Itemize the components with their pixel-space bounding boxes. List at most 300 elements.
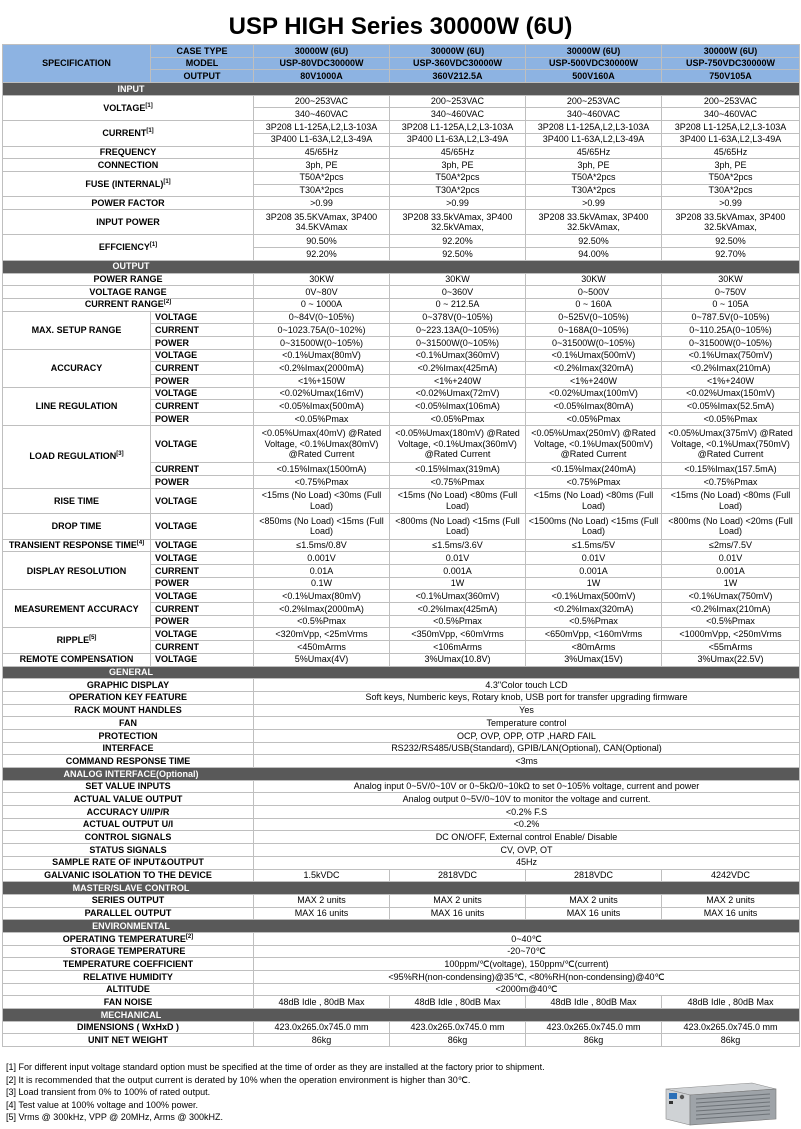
spec-value: 0.001A <box>662 565 800 578</box>
spec-value: 0~31500W(0~105%) <box>662 336 800 349</box>
spec-value: <15ms (No Load) <80ms (Full Load) <box>662 488 800 514</box>
spec-row <box>3 945 800 958</box>
section-row <box>3 83 800 96</box>
spec-value: 92.20% <box>254 248 390 261</box>
spec-value: 0~110.25A(0~105%) <box>662 324 800 337</box>
spec-value: 0~40℃ <box>254 932 800 945</box>
spec-value: <0.02%Umax(72mV) <box>390 387 526 400</box>
spec-label: FAN NOISE <box>3 996 254 1009</box>
spec-value: <0.05%Imax(52.5mA) <box>662 400 800 413</box>
spec-value: 3P400 L1-63A,L2,L3-49A <box>390 133 526 146</box>
spec-value: 0~168A(0~105%) <box>526 324 662 337</box>
spec-row <box>3 755 800 768</box>
footnote: [4] Test value at 100% voltage and 100% power. <box>6 1099 198 1110</box>
spec-value: >0.99 <box>390 197 526 210</box>
spec-value: <106mArms <box>390 641 526 654</box>
spec-row <box>3 273 800 286</box>
spec-label: INTERFACE <box>3 742 254 755</box>
spec-sublabel: VOLTAGE <box>151 349 254 362</box>
spec-row <box>3 932 800 945</box>
spec-label: RACK MOUNT HANDLES <box>3 704 254 717</box>
spec-value: 3ph, PE <box>662 159 800 172</box>
spec-value: <0.15%Imax(319mA) <box>390 463 526 476</box>
spec-sublabel: CURRENT <box>151 400 254 413</box>
header-cell: USP-80VDC30000W <box>254 57 390 70</box>
section-row <box>3 260 800 273</box>
spec-value: >0.99 <box>662 197 800 210</box>
section-title <box>3 1009 800 1022</box>
spec-label: LINE REGULATION <box>3 387 151 425</box>
spec-row <box>3 539 800 552</box>
spec-row <box>3 514 800 540</box>
spec-value: <0.2%Imax(425mA) <box>390 603 526 616</box>
spec-label: MAX. SETUP RANGE <box>3 311 151 349</box>
spec-row <box>3 286 800 299</box>
spec-row <box>3 806 800 819</box>
spec-value: 0~500V <box>526 286 662 299</box>
spec-value: 3%Umax(22.5V) <box>662 653 800 666</box>
spec-value: 0~31500W(0~105%) <box>526 336 662 349</box>
spec-value: <0.05%Pmax <box>390 413 526 426</box>
footnotes <box>6 1061 545 1124</box>
spec-value: 0 ~ 212.5A <box>390 298 526 311</box>
spec-value: T30A*2pcs <box>254 184 390 197</box>
spec-value: 423.0x265.0x745.0 mm <box>526 1021 662 1034</box>
spec-row <box>3 679 800 692</box>
section-title <box>3 882 800 895</box>
spec-value: <0.05%Umax(250mV) @Rated Voltage, <0.1%Umax(500mV) @Rated Current <box>526 425 662 463</box>
spec-sublabel: CURRENT <box>151 362 254 375</box>
spec-value: <0.05%Imax(80mA) <box>526 400 662 413</box>
spec-value: DC ON/OFF, External control Enable/ Disable <box>254 831 800 844</box>
footnote-marker: [1] <box>163 178 171 185</box>
spec-label: GRAPHIC DISPLAY <box>3 679 254 692</box>
footnote: [1] For different input voltage standard option must be specified at the time of order as they are installed at the factory prior to shipment. <box>6 1062 545 1072</box>
spec-value: <55mArms <box>662 641 800 654</box>
spec-value: <0.75%Pmax <box>526 475 662 488</box>
spec-label: VOLTAGE RANGE <box>3 286 254 299</box>
spec-label: STORAGE TEMPERATURE <box>3 945 254 958</box>
header-row <box>3 45 800 58</box>
spec-row <box>3 907 800 920</box>
spec-sublabel: CURRENT <box>151 603 254 616</box>
header-row-label: MODEL <box>151 57 254 70</box>
header-cell: USP-360VDC30000W <box>390 57 526 70</box>
spec-value: 0.001A <box>526 565 662 578</box>
spec-value: <0.5%Pmax <box>390 615 526 628</box>
spec-value: <0.1%Umax(360mV) <box>390 590 526 603</box>
spec-row <box>3 1034 800 1047</box>
spec-label: FAN <box>3 717 254 730</box>
spec-value: 0~223.13A(0~105%) <box>390 324 526 337</box>
spec-label: CONNECTION <box>3 159 254 172</box>
spec-value: 90.50% <box>254 235 390 248</box>
spec-value: 1W <box>526 577 662 590</box>
spec-value: <0.02%Umax(100mV) <box>526 387 662 400</box>
spec-value: 92.70% <box>662 248 800 261</box>
spec-value: 0~360V <box>390 286 526 299</box>
spec-value: <0.05%Pmax <box>662 413 800 426</box>
spec-value: 30KW <box>526 273 662 286</box>
section-row <box>3 882 800 895</box>
spec-value: 3%Umax(15V) <box>526 653 662 666</box>
spec-value: <80mArms <box>526 641 662 654</box>
spec-value: 30KW <box>254 273 390 286</box>
spec-row <box>3 488 800 514</box>
spec-value: 1W <box>390 577 526 590</box>
spec-sublabel: VOLTAGE <box>151 425 254 463</box>
spec-row <box>3 1021 800 1034</box>
spec-value: <320mVpp, <25mVrms <box>254 628 390 641</box>
spec-value: MAX 16 units <box>662 907 800 920</box>
spec-label: COMMAND RESPONSE TIME <box>3 755 254 768</box>
spec-label: TEMPERATURE COEFFICIENT <box>3 958 254 971</box>
spec-value: <0.2% <box>254 818 800 831</box>
spec-value: >0.99 <box>526 197 662 210</box>
spec-row <box>3 983 800 996</box>
spec-label: EFFCIENCY[1] <box>3 235 254 260</box>
spec-sublabel: POWER <box>151 475 254 488</box>
spec-value: 92.50% <box>390 248 526 261</box>
spec-label: ACCURACY U/I/P/R <box>3 806 254 819</box>
footnote-marker: [5] <box>89 635 97 642</box>
spec-value: 0~787.5V(0~105%) <box>662 311 800 324</box>
spec-sublabel: VOLTAGE <box>151 514 254 540</box>
spec-value: MAX 2 units <box>390 894 526 907</box>
spec-value: 200~253VAC <box>254 95 390 108</box>
spec-label: MEASUREMENT ACCURACY <box>3 590 151 628</box>
spec-value: <0.2%Imax(320mA) <box>526 362 662 375</box>
spec-value: <800ms (No Load) <15ms (Full Load) <box>390 514 526 540</box>
spec-value: 1W <box>662 577 800 590</box>
spec-value: 200~253VAC <box>662 95 800 108</box>
spec-value: <850ms (No Load) <15ms (Full Load) <box>254 514 390 540</box>
spec-value: 48dB Idle , 80dB Max <box>526 996 662 1009</box>
header-cell: USP-500VDC30000W <box>526 57 662 70</box>
spec-value: 3ph, PE <box>526 159 662 172</box>
spec-row <box>3 869 800 882</box>
spec-row <box>3 653 800 666</box>
spec-label: DIMENSIONS ( WxHxD ) <box>3 1021 254 1034</box>
spec-value: <1%+240W <box>662 375 800 388</box>
spec-value: 340~460VAC <box>662 108 800 121</box>
spec-row <box>3 894 800 907</box>
spec-sublabel: CURRENT <box>151 565 254 578</box>
spec-row <box>3 349 800 362</box>
spec-row <box>3 818 800 831</box>
spec-value: 100ppm/℃(voltage), 150ppm/℃(current) <box>254 958 800 971</box>
spec-sublabel: VOLTAGE <box>151 311 254 324</box>
spec-sublabel: POWER <box>151 615 254 628</box>
spec-label: TRANSIENT RESPONSE TIME[4] <box>3 539 151 552</box>
spec-value: Yes <box>254 704 800 717</box>
spec-value: 92.20% <box>390 235 526 248</box>
spec-value: >0.99 <box>254 197 390 210</box>
spec-value: <0.2%Imax(320mA) <box>526 603 662 616</box>
spec-value: <0.05%Pmax <box>254 413 390 426</box>
spec-value: MAX 2 units <box>254 894 390 907</box>
spec-value: T30A*2pcs <box>662 184 800 197</box>
spec-value: <0.05%Imax(500mA) <box>254 400 390 413</box>
spec-row <box>3 856 800 869</box>
spec-value: 0.1W <box>254 577 390 590</box>
spec-value: 3P400 L1-63A,L2,L3-49A <box>254 133 390 146</box>
spec-value: <0.2%Imax(210mA) <box>662 603 800 616</box>
spec-value: 340~460VAC <box>526 108 662 121</box>
spec-value: 0.01A <box>254 565 390 578</box>
spec-value: 94.00% <box>526 248 662 261</box>
spec-value: 3P208 L1-125A,L2,L3-103A <box>390 121 526 134</box>
spec-row <box>3 691 800 704</box>
spec-label: SET VALUE INPUTS <box>3 780 254 793</box>
header-cell: 500V160A <box>526 70 662 83</box>
spec-value: <0.15%Imax(1500mA) <box>254 463 390 476</box>
spec-label: POWER RANGE <box>3 273 254 286</box>
spec-value: <0.1%Umax(750mV) <box>662 349 800 362</box>
spec-sublabel: VOLTAGE <box>151 653 254 666</box>
spec-value: ≤1.5ms/0.8V <box>254 539 390 552</box>
spec-value: <0.05%Umax(40mV) @Rated Voltage, <0.1%Umax(80mV) @Rated Current <box>254 425 390 463</box>
spec-value: 3P208 33.5kVAmax, 3P400 32.5kVAmax, <box>390 209 526 235</box>
spec-value: 30KW <box>390 273 526 286</box>
spec-value: <1000mVpp, <250mVrms <box>662 628 800 641</box>
spec-value: <1500ms (No Load) <15ms (Full Load) <box>526 514 662 540</box>
spec-row <box>3 171 800 184</box>
spec-value: -20~70℃ <box>254 945 800 958</box>
spec-value: MAX 16 units <box>390 907 526 920</box>
spec-label: DISPLAY RESOLUTION <box>3 552 151 590</box>
spec-row <box>3 387 800 400</box>
spec-value: Temperature control <box>254 717 800 730</box>
spec-value: 3P400 L1-63A,L2,L3-49A <box>662 133 800 146</box>
spec-sublabel: VOLTAGE <box>151 628 254 641</box>
power-supply-image <box>660 1075 780 1127</box>
spec-value: <0.5%Pmax <box>254 615 390 628</box>
spec-value: 0~750V <box>662 286 800 299</box>
spec-value: <0.1%Umax(80mV) <box>254 590 390 603</box>
spec-value: <650mVpp, <160mVrms <box>526 628 662 641</box>
spec-value: 92.50% <box>662 235 800 248</box>
spec-value: T30A*2pcs <box>526 184 662 197</box>
spec-value: 0V~80V <box>254 286 390 299</box>
spec-sublabel: POWER <box>151 413 254 426</box>
spec-value: 86kg <box>254 1034 390 1047</box>
spec-label: FREQUENCY <box>3 146 254 159</box>
spec-value: 0~525V(0~105%) <box>526 311 662 324</box>
spec-value: 3P208 L1-125A,L2,L3-103A <box>662 121 800 134</box>
section-title-text: ENVIRONMENTAL <box>92 920 170 931</box>
header-row-label: OUTPUT <box>151 70 254 83</box>
spec-label: OPERATING TEMPERATURE[2] <box>3 932 254 945</box>
spec-value: 3P208 33.5kVAmax, 3P400 32.5kVAmax, <box>526 209 662 235</box>
spec-value: 3P208 L1-125A,L2,L3-103A <box>254 121 390 134</box>
section-row <box>3 666 800 679</box>
spec-label: OPERATION KEY FEATURE <box>3 691 254 704</box>
spec-label: CURRENT[1] <box>3 121 254 146</box>
spec-value: ≤1.5ms/5V <box>526 539 662 552</box>
spec-sublabel: POWER <box>151 375 254 388</box>
footnote-marker: [3] <box>116 451 124 458</box>
section-title <box>3 920 800 933</box>
spec-value: <0.02%Umax(16mV) <box>254 387 390 400</box>
spec-row <box>3 552 800 565</box>
spec-value: 0~378V(0~105%) <box>390 311 526 324</box>
spec-value: 5%Umax(4V) <box>254 653 390 666</box>
spec-label: LOAD REGULATION[3] <box>3 425 151 488</box>
spec-value: 45/65Hz <box>662 146 800 159</box>
spec-value: 340~460VAC <box>390 108 526 121</box>
spec-table <box>2 44 800 1047</box>
spec-value: 3%Umax(10.8V) <box>390 653 526 666</box>
spec-row <box>3 844 800 857</box>
spec-value: 0~84V(0~105%) <box>254 311 390 324</box>
spec-label: DROP TIME <box>3 514 151 540</box>
footnote-marker: [1] <box>146 128 154 135</box>
spec-label: REMOTE COMPENSATION <box>3 653 151 666</box>
spec-value: <0.75%Pmax <box>254 475 390 488</box>
spec-value: <15ms (No Load) <80ms (Full Load) <box>390 488 526 514</box>
spec-value: <350mVpp, <60mVrms <box>390 628 526 641</box>
spec-value: <0.1%Umax(360mV) <box>390 349 526 362</box>
header-row-label: CASE TYPE <box>151 45 254 58</box>
page-title: USP HIGH Series 30000W (6U) <box>228 13 573 40</box>
spec-value: CV, OVP, OT <box>254 844 800 857</box>
spec-value: 0 ~ 160A <box>526 298 662 311</box>
section-row <box>3 1009 800 1022</box>
spec-value: 200~253VAC <box>390 95 526 108</box>
spec-value: 2818VDC <box>526 869 662 882</box>
spec-value: <2000m@40℃ <box>254 983 800 996</box>
spec-label: POWER FACTOR <box>3 197 254 210</box>
spec-sublabel: CURRENT <box>151 641 254 654</box>
spec-value: 0~31500W(0~105%) <box>390 336 526 349</box>
spec-value: <0.2%Imax(425mA) <box>390 362 526 375</box>
spec-value: <0.1%Umax(500mV) <box>526 590 662 603</box>
spec-value: <0.2%Imax(2000mA) <box>254 603 390 616</box>
spec-label: ACTUAL VALUE OUTPUT <box>3 793 254 806</box>
spec-value: <1%+240W <box>390 375 526 388</box>
spec-label: PROTECTION <box>3 729 254 742</box>
spec-value: ≤2ms/7.5V <box>662 539 800 552</box>
spec-value: 3P208 35.5KVAmax, 3P400 34.5KVAmax <box>254 209 390 235</box>
spec-label: INPUT POWER <box>3 209 254 235</box>
spec-value: <0.02%Umax(150mV) <box>662 387 800 400</box>
spec-value: T50A*2pcs <box>390 171 526 184</box>
spec-value: <0.2% F.S <box>254 806 800 819</box>
spec-label: UNIT NET WEIGHT <box>3 1034 254 1047</box>
spec-row <box>3 831 800 844</box>
spec-value: <0.75%Pmax <box>662 475 800 488</box>
spec-row <box>3 197 800 210</box>
spec-value: Analog output 0~5V/0~10V to monitor the voltage and current. <box>254 793 800 806</box>
spec-label: RISE TIME <box>3 488 151 514</box>
spec-value: 48dB Idle , 80dB Max <box>254 996 390 1009</box>
spec-row <box>3 793 800 806</box>
spec-row <box>3 590 800 603</box>
spec-value: 200~253VAC <box>526 95 662 108</box>
header-cell: 30000W (6U) <box>662 45 800 58</box>
header-cell: 30000W (6U) <box>526 45 662 58</box>
spec-row <box>3 971 800 984</box>
spec-value: 1.5kVDC <box>254 869 390 882</box>
spec-row <box>3 425 800 463</box>
header-cell: 360V212.5A <box>390 70 526 83</box>
spec-value: 92.50% <box>526 235 662 248</box>
spec-label: ACTUAL OUTPUT U/I <box>3 818 254 831</box>
header-cell: 30000W (6U) <box>390 45 526 58</box>
spec-label: CONTROL SIGNALS <box>3 831 254 844</box>
header-cell: 30000W (6U) <box>254 45 390 58</box>
spec-row <box>3 235 800 248</box>
spec-value: Soft keys, Numberic keys, Rotary knob, USB port for transfer upgrading firmware <box>254 691 800 704</box>
spec-value: 4242VDC <box>662 869 800 882</box>
spec-value: 86kg <box>662 1034 800 1047</box>
spec-value: 340~460VAC <box>254 108 390 121</box>
spec-value: 30KW <box>662 273 800 286</box>
spec-row <box>3 717 800 730</box>
footnote-marker: [4] <box>136 540 145 547</box>
spec-row <box>3 628 800 641</box>
spec-value: <1%+240W <box>526 375 662 388</box>
spec-row <box>3 729 800 742</box>
footnote: [2] It is recommended that the output current is derated by 10% when the operation environment is higher than 30℃. <box>6 1074 471 1085</box>
spec-label: CURRENT RANGE[2] <box>3 298 254 311</box>
section-title-text: INPUT <box>117 83 145 94</box>
section-title <box>3 666 800 679</box>
spec-sublabel: CURRENT <box>151 324 254 337</box>
spec-row <box>3 958 800 971</box>
spec-value: 2818VDC <box>390 869 526 882</box>
spec-value: 45/65Hz <box>526 146 662 159</box>
section-title-text: GENERAL <box>108 667 153 678</box>
spec-value: 45/65Hz <box>390 146 526 159</box>
section-title-text: MECHANICAL <box>100 1009 162 1020</box>
spec-sublabel: POWER <box>151 577 254 590</box>
spec-value: <15ms (No Load) <30ms (Full Load) <box>254 488 390 514</box>
spec-value: <0.5%Pmax <box>526 615 662 628</box>
spec-value: <0.15%Imax(157.5mA) <box>662 463 800 476</box>
spec-value: MAX 2 units <box>526 894 662 907</box>
spec-value: 0 ~ 1000A <box>254 298 390 311</box>
spec-label: RELATIVE HUMIDITY <box>3 971 254 984</box>
spec-value: <0.05%Umax(180mV) @Rated Voltage, <0.1%Umax(360mV) @Rated Current <box>390 425 526 463</box>
spec-value: T50A*2pcs <box>254 171 390 184</box>
spec-label: SAMPLE RATE OF INPUT&OUTPUT <box>3 856 254 869</box>
spec-value: 3ph, PE <box>390 159 526 172</box>
spec-row <box>3 704 800 717</box>
spec-label: VOLTAGE[1] <box>3 95 254 120</box>
spec-value: <450mArms <box>254 641 390 654</box>
spec-value: <0.1%Umax(750mV) <box>662 590 800 603</box>
footnote-marker: [2] <box>185 933 194 940</box>
spec-row <box>3 311 800 324</box>
section-title-text: OUTPUT <box>112 261 150 272</box>
spec-value: T50A*2pcs <box>662 171 800 184</box>
spec-value: <0.15%Imax(240mA) <box>526 463 662 476</box>
section-title-text: MASTER/SLAVE CONTROL <box>72 882 190 893</box>
spec-sublabel: POWER <box>151 336 254 349</box>
spec-value: 423.0x265.0x745.0 mm <box>390 1021 526 1034</box>
spec-value: <800ms (No Load) <20ms (Full Load) <box>662 514 800 540</box>
spec-value: <95%RH(non-condensing)@35℃, <80%RH(non-condensing)@40℃ <box>254 971 800 984</box>
spec-value: 86kg <box>390 1034 526 1047</box>
section-title <box>3 768 800 781</box>
spec-row <box>3 121 800 134</box>
spec-sublabel: VOLTAGE <box>151 387 254 400</box>
footnote-marker: [1] <box>145 102 153 109</box>
spec-value: 0.01V <box>526 552 662 565</box>
spec-value: ≤1.5ms/3.6V <box>390 539 526 552</box>
